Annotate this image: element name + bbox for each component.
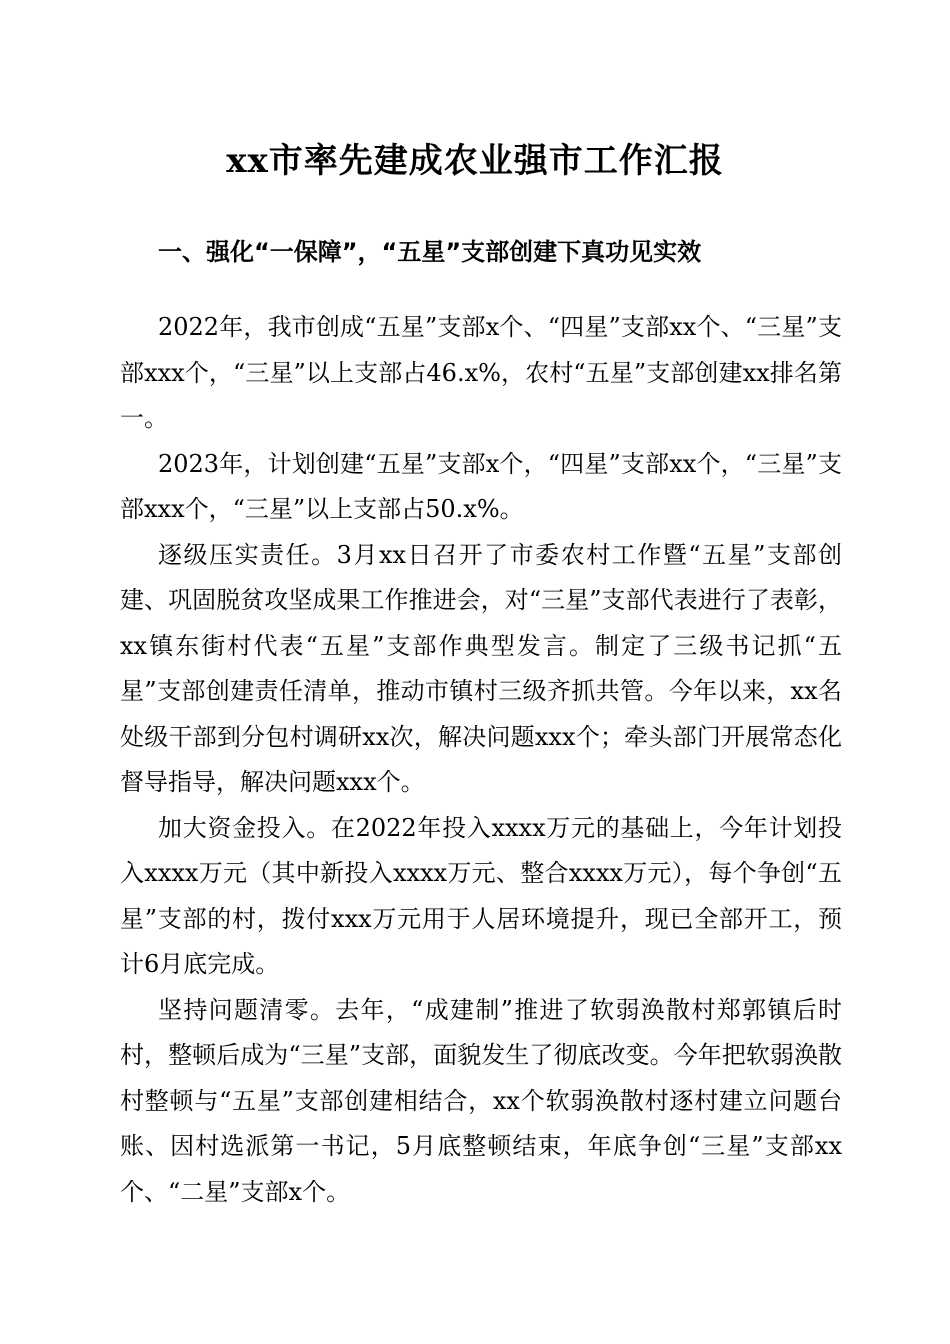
paragraph-5: 坚持问题清零。去年，“成建制”推进了软弱涣散村郑郭镇后时村，整顿后成为“三星”支部，面貌发生了彻底改变。今年把软弱涣散村整顿与“五星”支部创建相结合，xx个软弱涣散村逐村建立问题台账、因村选派第一书记，5月底整顿结束，年底争创“三星”支部xx个、“二星”支部x个。 — [120, 995, 842, 1206]
document-title: xx市率先建成农业强市工作汇报 — [226, 141, 724, 181]
document-body — [120, 305, 842, 1215]
paragraph-2: 2023年，计划创建“五星”支部x个，“四星”支部xx个，“三星”支部xxx个，“三星”以上支部占50.x%。 — [120, 449, 842, 523]
section-heading: 一、强化“一保障”，“五星”支部创建下真功见实效 — [158, 238, 702, 266]
paragraph-1: 2022年，我市创成“五星”支部x个、“四星”支部xx个、“三星”支部xxx个，“三星”以上支部占46.x%，农村“五星”支部创建xx排名第一。 — [120, 313, 842, 432]
paragraph-3: 逐级压实责任。3月xx日召开了市委农村工作暨“五星”支部创建、巩固脱贫攻坚成果工作推进会，对“三星”支部代表进行了表彰，xx镇东街村代表“五星”支部作典型发言。制定了三级书记抓“五星”支部创建责任清单，推动市镇村三级齐抓共管。今年以来，xx名处级干部到分包村调研xx次，解决问题xxx个；牵头部门开展常态化督导指导，解决问题xxx个。 — [120, 540, 842, 796]
paragraph-4: 加大资金投入。在2022年投入xxxx万元的基础上，今年计划投入xxxx万元（其中新投入xxxx万元、整合xxxx万元），每个争创“五星”支部的村，拨付xxx万元用于人居环境提升，现已全部开工，预计6月底完成。 — [120, 813, 842, 978]
